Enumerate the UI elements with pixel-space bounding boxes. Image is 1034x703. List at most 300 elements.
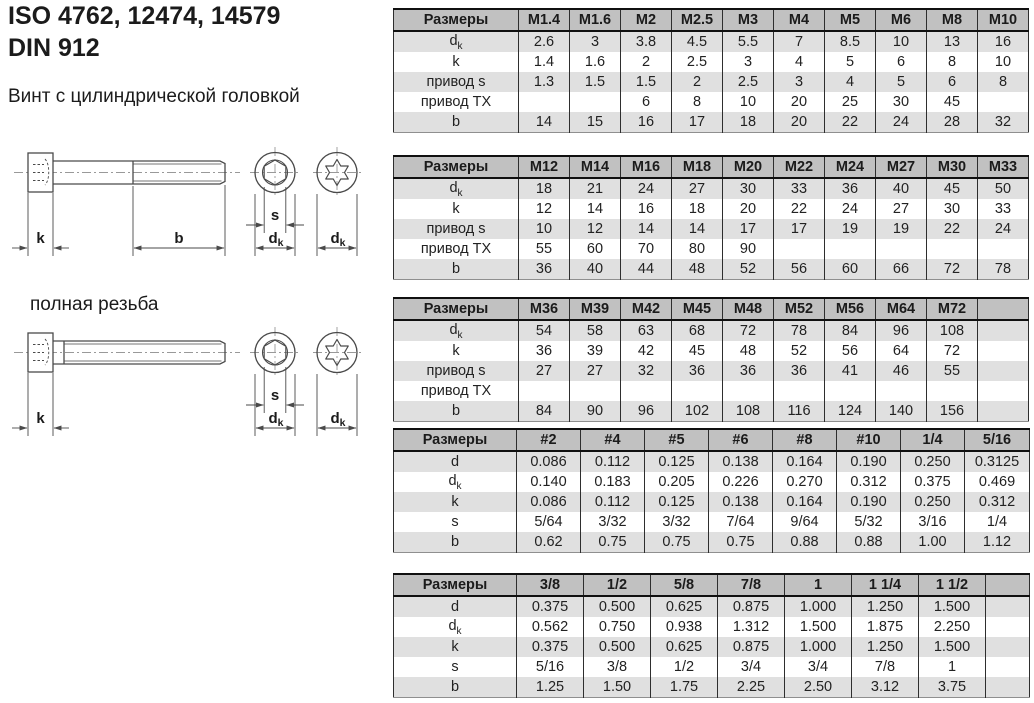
value-cell: 19	[876, 219, 927, 239]
size-column-header: 7/8	[718, 574, 785, 596]
value-cell: 44	[621, 259, 672, 280]
value-cell: 0.125	[645, 492, 709, 512]
spec-table-metric-m36-m72	[393, 297, 1029, 422]
size-column-header: #6	[709, 429, 773, 451]
value-cell	[978, 92, 1029, 112]
value-cell: 1.250	[852, 596, 919, 617]
value-cell: 32	[978, 112, 1029, 133]
value-cell: 5.5	[723, 31, 774, 52]
value-cell: 1.000	[785, 637, 852, 657]
value-cell: 3/16	[901, 512, 965, 532]
dim-label-b: b	[174, 230, 184, 247]
size-column-header: 1/4	[901, 429, 965, 451]
size-column-header: M1.6	[570, 9, 621, 31]
row-label: k	[394, 492, 517, 512]
size-column-header: M3	[723, 9, 774, 31]
row-label: $d_k$	[394, 178, 519, 199]
value-cell: 72	[927, 259, 978, 280]
value-cell: 20	[774, 112, 825, 133]
value-cell: 0.112	[581, 451, 645, 472]
row-label: k	[394, 199, 519, 219]
size-column-header: M39	[570, 298, 621, 320]
table-row	[394, 401, 1029, 422]
value-cell: 0.500	[584, 596, 651, 617]
value-cell: 10	[723, 92, 774, 112]
value-cell: 108	[723, 401, 774, 422]
value-cell: 0.62	[517, 532, 581, 553]
full-thread-caption: полная резьба	[30, 294, 159, 315]
value-cell: 60	[825, 259, 876, 280]
table-row	[394, 239, 1029, 259]
table-row	[394, 92, 1029, 112]
value-cell: 46	[876, 361, 927, 381]
value-cell: 96	[621, 401, 672, 422]
value-cell: 8.5	[825, 31, 876, 52]
dim-label-k: k	[36, 230, 45, 247]
row-label: s	[394, 657, 517, 677]
value-cell: 0.875	[718, 596, 785, 617]
value-cell: 21	[570, 178, 621, 199]
value-cell: 45	[927, 178, 978, 199]
row-label: $d_k$	[394, 617, 517, 637]
value-cell: 1.5	[570, 72, 621, 92]
value-cell: 27	[876, 199, 927, 219]
size-column-header: M14	[570, 156, 621, 178]
size-column-header: #4	[581, 429, 645, 451]
value-cell	[723, 381, 774, 401]
value-cell: 19	[825, 219, 876, 239]
value-cell	[825, 381, 876, 401]
dim-label-dk: $d_k$	[268, 230, 284, 249]
value-cell: 140	[876, 401, 927, 422]
value-cell: 1.75	[651, 677, 718, 698]
value-cell: 0.164	[773, 492, 837, 512]
value-cell: 0.140	[517, 472, 581, 492]
value-cell: 66	[876, 259, 927, 280]
size-column-header: M5	[825, 9, 876, 31]
spec-table-inch-numbered	[393, 428, 1030, 553]
value-cell: 8	[978, 72, 1029, 92]
value-cell: 4	[774, 52, 825, 72]
value-cell: 58	[570, 320, 621, 341]
size-column-header: M4	[774, 9, 825, 31]
value-cell	[986, 596, 1030, 617]
hex-socket-end-view	[250, 147, 300, 198]
size-column-header: M24	[825, 156, 876, 178]
table-header-row	[394, 298, 1029, 320]
value-cell: 1.3	[519, 72, 570, 92]
value-cell: 16	[621, 199, 672, 219]
value-cell: 72	[927, 341, 978, 361]
value-cell: 22	[927, 219, 978, 239]
value-cell: 1/2	[651, 657, 718, 677]
size-column-header: M2.5	[672, 9, 723, 31]
sizes-title-header: Размеры	[394, 9, 519, 31]
torx-end-view	[313, 327, 361, 378]
value-cell: 10	[519, 219, 570, 239]
value-cell: 0.469	[965, 472, 1030, 492]
value-cell	[986, 637, 1030, 657]
value-cell: 5/16	[517, 657, 584, 677]
value-cell: 36	[774, 361, 825, 381]
value-cell: 24	[825, 199, 876, 219]
size-column-header: M10	[978, 9, 1029, 31]
standards-title-line1: ISO 4762, 12474, 14579	[8, 2, 281, 30]
value-cell: 33	[978, 199, 1029, 219]
size-column-header: M42	[621, 298, 672, 320]
value-cell: 1.312	[718, 617, 785, 637]
value-cell: 6	[876, 52, 927, 72]
value-cell: 20	[723, 199, 774, 219]
value-cell: 7	[774, 31, 825, 52]
value-cell: 1.6	[570, 52, 621, 72]
value-cell: 55	[927, 361, 978, 381]
value-cell: 17	[774, 219, 825, 239]
value-cell: 96	[876, 320, 927, 341]
value-cell	[570, 92, 621, 112]
table-row	[394, 112, 1029, 133]
value-cell: 15	[570, 112, 621, 133]
value-cell	[876, 239, 927, 259]
value-cell: 12	[570, 219, 621, 239]
value-cell: 2.25	[718, 677, 785, 698]
product-subtitle: Винт с цилиндрической головкой	[8, 86, 300, 107]
value-cell: 2.5	[723, 72, 774, 92]
screw-side-view	[14, 153, 240, 192]
row-label: b	[394, 677, 517, 698]
table-row	[394, 361, 1029, 381]
value-cell: 0.312	[837, 472, 901, 492]
value-cell: 3.12	[852, 677, 919, 698]
torx-end-view	[313, 147, 361, 198]
value-cell: 0.190	[837, 451, 901, 472]
value-cell: 124	[825, 401, 876, 422]
value-cell: 78	[978, 259, 1029, 280]
value-cell: 70	[621, 239, 672, 259]
value-cell: 0.250	[901, 451, 965, 472]
value-cell: 16	[978, 31, 1029, 52]
value-cell: 64	[876, 341, 927, 361]
value-cell: 0.086	[517, 451, 581, 472]
value-cell: 56	[774, 259, 825, 280]
screw-side-view	[14, 333, 240, 372]
sizes-title-header: Размеры	[394, 156, 519, 178]
value-cell: 0.375	[517, 637, 584, 657]
size-column-header: #8	[773, 429, 837, 451]
value-cell: 36	[825, 178, 876, 199]
value-cell: 1.25	[517, 677, 584, 698]
value-cell	[978, 361, 1029, 381]
value-cell: 6	[927, 72, 978, 92]
value-cell	[774, 239, 825, 259]
value-cell: 9/64	[773, 512, 837, 532]
size-column-header: M6	[876, 9, 927, 31]
value-cell: 3	[723, 52, 774, 72]
value-cell: 0.183	[581, 472, 645, 492]
value-cell: 52	[723, 259, 774, 280]
screw-drawing-partial-thread	[0, 143, 390, 265]
value-cell: 0.205	[645, 472, 709, 492]
value-cell: 54	[519, 320, 570, 341]
value-cell: 36	[519, 341, 570, 361]
value-cell	[519, 92, 570, 112]
row-label: привод s	[394, 361, 519, 381]
value-cell: 30	[927, 199, 978, 219]
value-cell	[519, 381, 570, 401]
value-cell: 0.750	[584, 617, 651, 637]
table-row	[394, 617, 1030, 637]
value-cell: 0.875	[718, 637, 785, 657]
table-row	[394, 637, 1030, 657]
value-cell: 3.75	[919, 677, 986, 698]
value-cell: 0.138	[709, 451, 773, 472]
standards-title-line2: DIN 912	[8, 34, 100, 62]
size-column-header	[978, 298, 1029, 320]
row-label: $d_k$	[394, 472, 517, 492]
value-cell: 0.312	[965, 492, 1030, 512]
table-row	[394, 341, 1029, 361]
value-cell: 36	[519, 259, 570, 280]
value-cell	[570, 381, 621, 401]
row-label: привод TX	[394, 381, 519, 401]
value-cell: 68	[672, 320, 723, 341]
value-cell	[978, 341, 1029, 361]
value-cell: 7/64	[709, 512, 773, 532]
value-cell	[978, 239, 1029, 259]
value-cell: 14	[672, 219, 723, 239]
table-row	[394, 451, 1030, 472]
sizes-title-header: Размеры	[394, 298, 519, 320]
row-label: k	[394, 637, 517, 657]
size-column-header: M72	[927, 298, 978, 320]
row-label: k	[394, 52, 519, 72]
value-cell: 156	[927, 401, 978, 422]
value-cell: 3	[774, 72, 825, 92]
table-row	[394, 72, 1029, 92]
value-cell: 33	[774, 178, 825, 199]
table-row	[394, 178, 1029, 199]
value-cell: 84	[825, 320, 876, 341]
value-cell: 50	[978, 178, 1029, 199]
value-cell: 5	[825, 52, 876, 72]
value-cell: 60	[570, 239, 621, 259]
value-cell: 14	[519, 112, 570, 133]
size-column-header: M18	[672, 156, 723, 178]
spec-table-metric-m12-m33	[393, 155, 1029, 280]
table-row	[394, 677, 1030, 698]
size-column-header: M22	[774, 156, 825, 178]
value-cell	[672, 381, 723, 401]
value-cell: 3/4	[718, 657, 785, 677]
value-cell: 42	[621, 341, 672, 361]
value-cell: 0.500	[584, 637, 651, 657]
value-cell: 2	[672, 72, 723, 92]
table-row	[394, 259, 1029, 280]
value-cell: 24	[621, 178, 672, 199]
size-column-header: M20	[723, 156, 774, 178]
value-cell: 4.5	[672, 31, 723, 52]
size-column-header: M8	[927, 9, 978, 31]
value-cell: 10	[978, 52, 1029, 72]
value-cell: 90	[570, 401, 621, 422]
value-cell: 116	[774, 401, 825, 422]
value-cell: 102	[672, 401, 723, 422]
table-row	[394, 320, 1029, 341]
size-column-header: M12	[519, 156, 570, 178]
value-cell	[774, 381, 825, 401]
value-cell: 2.50	[785, 677, 852, 698]
value-cell: 0.938	[651, 617, 718, 637]
value-cell: 56	[825, 341, 876, 361]
row-label: d	[394, 596, 517, 617]
size-column-header: M33	[978, 156, 1029, 178]
size-column-header	[986, 574, 1030, 596]
table-row	[394, 381, 1029, 401]
dim-label-dk: $d_k$	[330, 410, 346, 429]
value-cell: 3/32	[581, 512, 645, 532]
value-cell	[986, 657, 1030, 677]
value-cell: 5/32	[837, 512, 901, 532]
value-cell	[621, 381, 672, 401]
value-cell: 2	[621, 52, 672, 72]
value-cell: 78	[774, 320, 825, 341]
table-row	[394, 219, 1029, 239]
size-column-header: 1 1/2	[919, 574, 986, 596]
value-cell: 8	[927, 52, 978, 72]
value-cell: 39	[570, 341, 621, 361]
value-cell: 1	[919, 657, 986, 677]
value-cell: 14	[570, 199, 621, 219]
size-column-header: 5/16	[965, 429, 1030, 451]
value-cell: 1.5	[621, 72, 672, 92]
spec-table-inch-fractional	[393, 573, 1030, 698]
value-cell: 3.8	[621, 31, 672, 52]
size-column-header: #10	[837, 429, 901, 451]
value-cell: 0.88	[837, 532, 901, 553]
value-cell: 52	[774, 341, 825, 361]
size-column-header: 3/8	[517, 574, 584, 596]
value-cell: 6	[621, 92, 672, 112]
value-cell: 0.75	[645, 532, 709, 553]
size-column-header: 1	[785, 574, 852, 596]
value-cell: 1.500	[919, 637, 986, 657]
table-row	[394, 472, 1030, 492]
value-cell: 0.625	[651, 637, 718, 657]
table-header-row	[394, 156, 1029, 178]
value-cell: 0.125	[645, 451, 709, 472]
value-cell	[978, 401, 1029, 422]
value-cell: 16	[621, 112, 672, 133]
value-cell: 48	[672, 259, 723, 280]
value-cell: 1.000	[785, 596, 852, 617]
value-cell: 28	[927, 112, 978, 133]
value-cell: 48	[723, 341, 774, 361]
table-row	[394, 31, 1029, 52]
value-cell: 0.138	[709, 492, 773, 512]
size-column-header: #2	[517, 429, 581, 451]
value-cell: 27	[519, 361, 570, 381]
value-cell: 40	[876, 178, 927, 199]
row-label: привод TX	[394, 239, 519, 259]
value-cell: 20	[774, 92, 825, 112]
value-cell: 80	[672, 239, 723, 259]
value-cell: 3/32	[645, 512, 709, 532]
size-column-header: #5	[645, 429, 709, 451]
size-column-header: M56	[825, 298, 876, 320]
value-cell: 12	[519, 199, 570, 219]
value-cell: 3	[570, 31, 621, 52]
value-cell: 22	[774, 199, 825, 219]
value-cell: 1.00	[901, 532, 965, 553]
value-cell: 1.12	[965, 532, 1030, 553]
row-label: b	[394, 532, 517, 553]
value-cell: 10	[876, 31, 927, 52]
sizes-title-header: Размеры	[394, 574, 517, 596]
size-column-header: M27	[876, 156, 927, 178]
table-row	[394, 52, 1029, 72]
size-column-header: 1/2	[584, 574, 651, 596]
value-cell: 36	[672, 361, 723, 381]
value-cell: 1/4	[965, 512, 1030, 532]
value-cell: 24	[978, 219, 1029, 239]
value-cell: 13	[927, 31, 978, 52]
value-cell	[978, 320, 1029, 341]
value-cell	[876, 381, 927, 401]
size-column-header: M45	[672, 298, 723, 320]
value-cell: 1.4	[519, 52, 570, 72]
table-row	[394, 657, 1030, 677]
value-cell: 40	[570, 259, 621, 280]
value-cell: 30	[723, 178, 774, 199]
table-header-row	[394, 9, 1029, 31]
value-cell: 2.250	[919, 617, 986, 637]
screw-drawing-full-thread	[0, 323, 390, 445]
spec-table-metric-m1p4-m10	[393, 8, 1029, 133]
value-cell: 0.164	[773, 451, 837, 472]
value-cell: 1.50	[584, 677, 651, 698]
dim-label-s: s	[270, 387, 280, 404]
value-cell: 0.562	[517, 617, 584, 637]
size-column-header: M36	[519, 298, 570, 320]
row-label: d	[394, 451, 517, 472]
dim-label-dk: $d_k$	[268, 410, 284, 429]
row-label: привод s	[394, 72, 519, 92]
value-cell: 18	[519, 178, 570, 199]
value-cell: 17	[672, 112, 723, 133]
value-cell: 5/64	[517, 512, 581, 532]
hex-socket-end-view	[250, 327, 300, 378]
row-label: s	[394, 512, 517, 532]
value-cell: 45	[672, 341, 723, 361]
value-cell: 18	[672, 199, 723, 219]
value-cell: 63	[621, 320, 672, 341]
value-cell: 14	[621, 219, 672, 239]
dim-label-s: s	[270, 207, 280, 224]
value-cell: 41	[825, 361, 876, 381]
value-cell: 2.5	[672, 52, 723, 72]
size-column-header: 5/8	[651, 574, 718, 596]
value-cell: 3/4	[785, 657, 852, 677]
value-cell: 4	[825, 72, 876, 92]
table-row	[394, 492, 1030, 512]
table-row	[394, 512, 1030, 532]
size-column-header: M16	[621, 156, 672, 178]
size-column-header: M2	[621, 9, 672, 31]
size-column-header: M52	[774, 298, 825, 320]
size-column-header: 1 1/4	[852, 574, 919, 596]
value-cell: 1.250	[852, 637, 919, 657]
value-cell: 90	[723, 239, 774, 259]
